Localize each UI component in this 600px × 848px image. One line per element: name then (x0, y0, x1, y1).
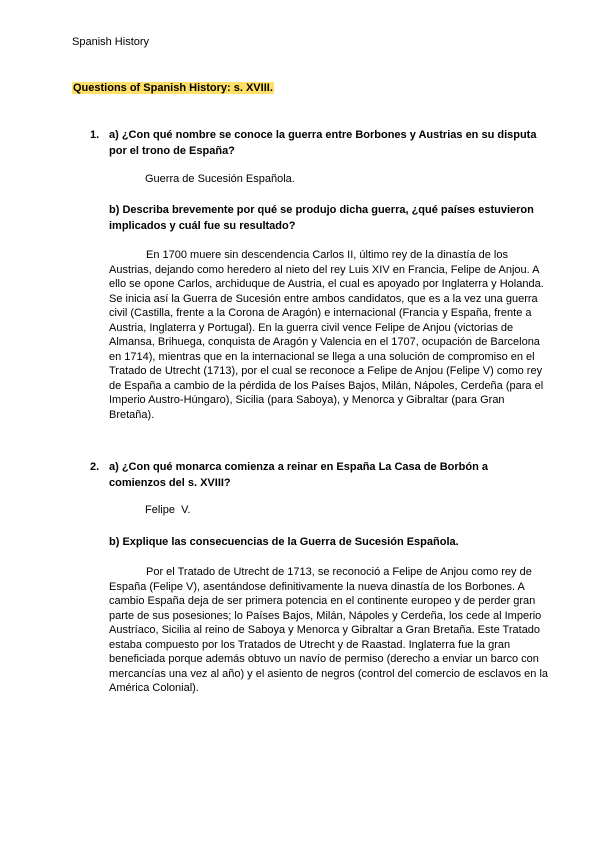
question-text: a) ¿Con qué monarca comienza a reinar en España La Casa de Borbón a comienzos del s. XVIII? (109, 461, 488, 489)
question-number: 1. (90, 129, 100, 141)
question-number: 2. (90, 461, 100, 473)
answer-1-a: Guerra de Sucesión Española. (145, 173, 295, 185)
page-header: Spanish History (72, 36, 150, 48)
question-text: b) Describa brevemente por qué se produjo dicha guerra, ¿qué países estuvieron implicados y cuál fue su resultado? (109, 204, 534, 232)
answer-2-b: Por el Tratado de Utrecht de 1713, se reconoció a Felipe de Anjou como rey de España (Felipe V), asentándose definitivamente la nueva dinastía de los Borbones. A cambio España deja de ser primera potencia en el continente europeo y de perder gran parte de sus posesiones; lo Países Bajos, Milán, Nápoles y Cerdeña, los cede al Imperio Austríaco, Sicilia al reino de Saboya y Menorca y Gibraltar a Gran Bretaña. Este Tratado estaba compuesto por los Tratados de Utrecht y de Raastad. Inglaterra fue la gran beneficiada porque además obtuvo un navío de permiso (derecho a enviar un barco con mercancías una vez al año) y el asiento de negros (control del comercio de esclavos en la América Colonial). (109, 566, 549, 694)
question-text: b) Explique las consecuencias de la Guerra de Sucesión Española. (109, 536, 459, 548)
question-text: a) ¿Con qué nombre se conoce la guerra entre Borbones y Austrias en su disputa por el trono de España? (109, 129, 537, 157)
document-title: Questions of Spanish History: s. XVIII. (73, 82, 273, 94)
answer-2-a: Felipe V. (145, 504, 191, 516)
answer-1-b: En 1700 muere sin descendencia Carlos II, último rey de la dinastía de los Austrias, dejando como heredero al nieto del rey Luis XIV en Francia, Felipe de Anjou. A ello se opone Carlos, archiduque de Austria, el cual es apoyado por Inglaterra y Holanda. Se inicia así la Guerra de Sucesión entre ambos candidatos, que es a la vez una guerra civil (Castilla, frente a la Corona de Aragón) e internacional (Francia y España, frente a Austria, Inglaterra y Portugal). En la guerra civil vence Felipe de Anjou (victorias de Almansa, Brihuega, conquista de Aragón y Valencia en el 1707, ocupación de Barcelona en 1714), mientras que en la internacional se llega a una solución de compromiso en el Tratado de Utrecht (1713), por el cual se reconoce a Felipe de Anjou (Felipe V) como rey de España a cambio de la pérdida de los Países Bajos, Milán, Nápoles, Cerdeña (para el Imperio Austro-Húngaro), Sicilia (para Saboya), y Menorca y Gibraltar (para Gran Bretaña). (109, 249, 544, 421)
